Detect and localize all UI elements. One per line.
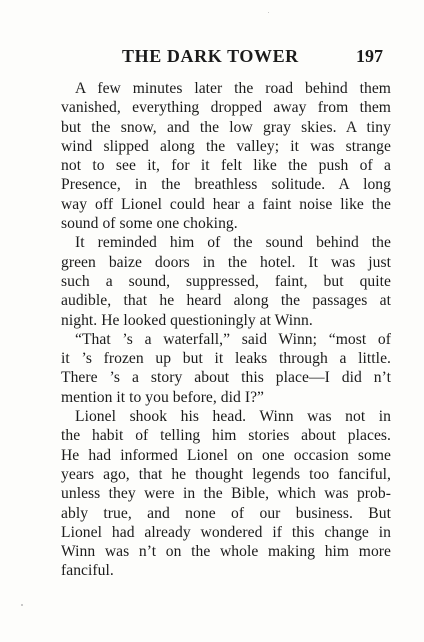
text-line: Winn was n’t on the whole making him more [61,543,391,561]
paper-speck [21,604,23,606]
text-line: Presence, in the breathless solitude. A long [61,176,391,194]
text-line: “That ’s a waterfall,” said Winn; “most of [75,330,391,348]
text-line: Lionel shook his head. Winn was not in [75,408,391,426]
text-line: way off Lionel could hear a faint noise like the [61,195,391,213]
text-line: the habit of telling him stories about places. [61,427,391,445]
text-line: It reminded him of the sound behind the [75,234,391,252]
running-title: THE DARK TOWER [122,46,299,66]
text-line: it ’s frozen up but it leaks through a little. [61,350,391,368]
page-number: 197 [356,46,383,66]
text-line: wind slipped along the valley; it was strange [61,137,391,155]
text-line: years ago, that he thought legends too fanciful, [61,465,391,483]
text-line: ably true, and none of our business. But [61,504,391,522]
text-line: vanished, everything dropped away from them [61,99,391,117]
text-line: A few minutes later the road behind them [75,80,391,97]
text-line: mention it to you before, did I?” [61,388,265,406]
text-line: not to see it, for it felt like the push of a [61,157,391,175]
text-line: such a sound, suppressed, faint, but quite [61,272,391,290]
text-line: but the snow, and the low gray skies. A tiny [61,118,391,136]
text-line: sound of some one choking. [61,215,238,233]
text-line: Lionel had already wondered if this change in [61,523,391,541]
paper-speck [268,12,269,13]
text-line: unless they were in the Bible, which was prob- [61,485,391,503]
body-text [61,79,391,581]
text-line: green baize doors in the hotel. It was just [61,253,391,271]
text-line: He had informed Lionel on one occasion some [61,446,391,464]
text-line: audible, that he heard along the passages at [61,292,391,310]
text-line: night. He looked questioningly at Winn. [61,311,313,329]
page-header [0,46,424,70]
text-line: fanciful. [61,562,114,580]
text-line: There ’s a story about this place—I did n’t [61,369,391,387]
